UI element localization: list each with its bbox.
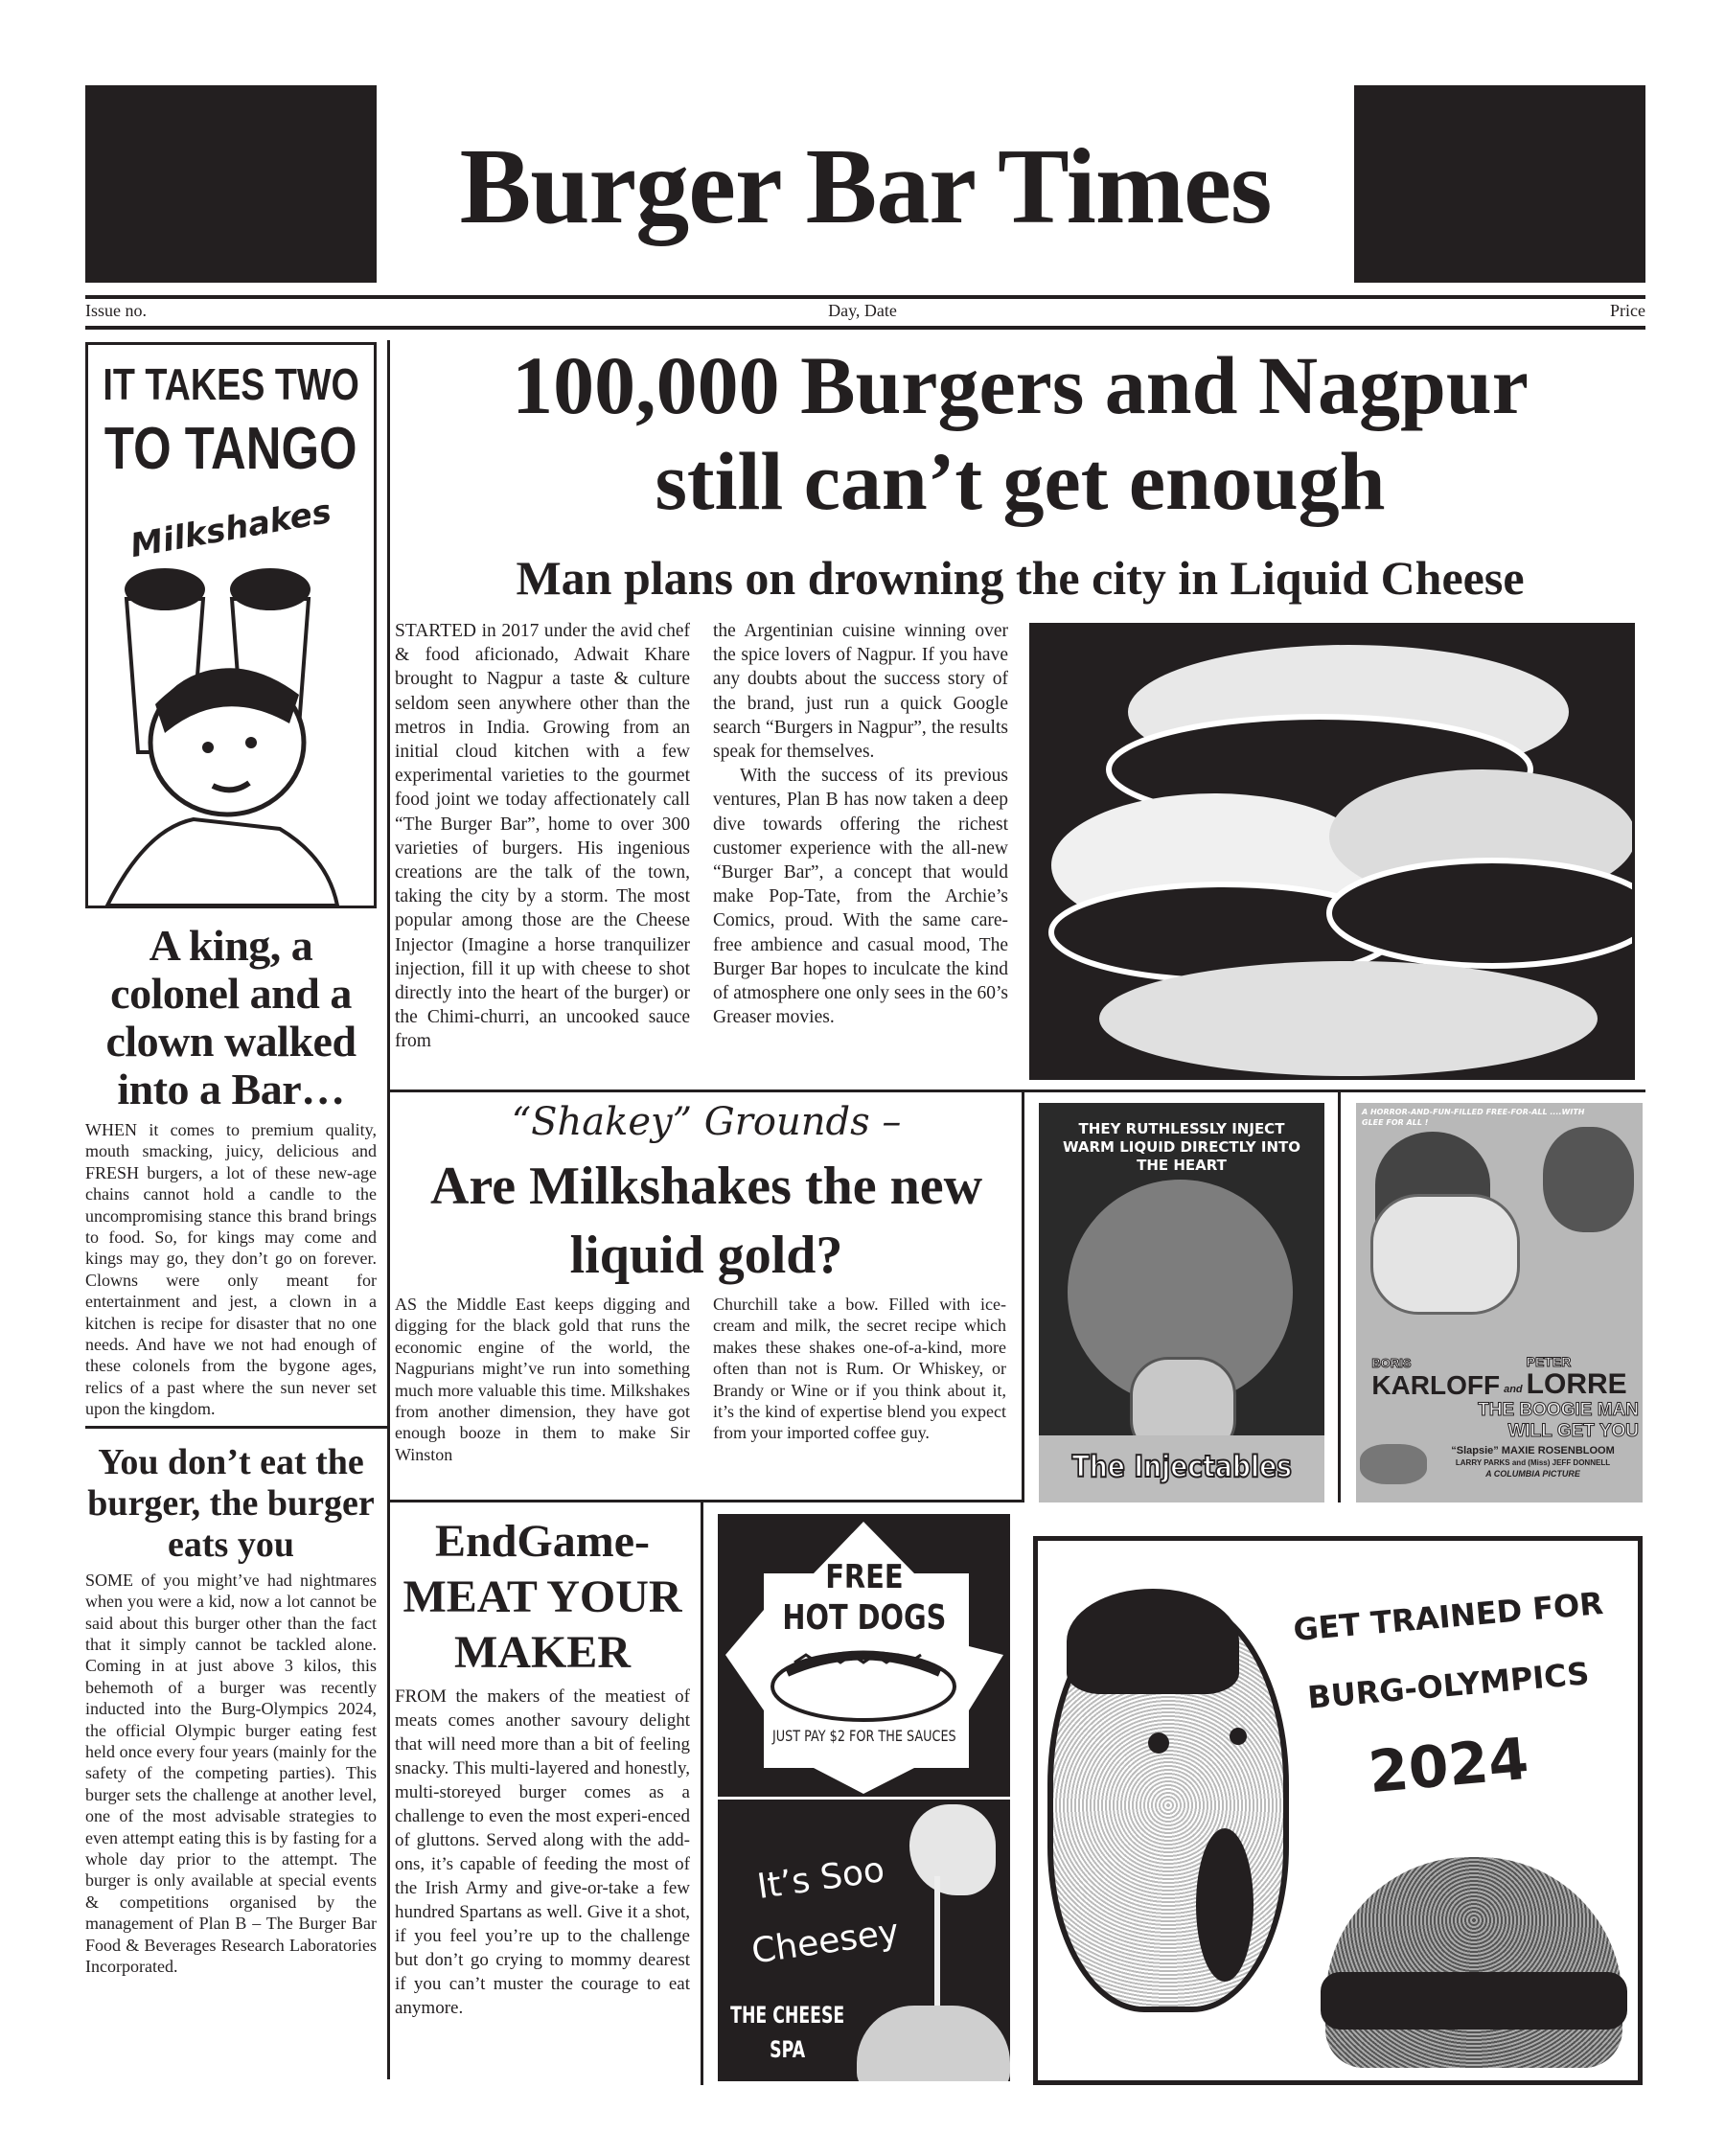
milkshake-ad-line1 — [88, 358, 374, 410]
cheese-ad — [718, 1800, 1010, 2081]
poster-boogie-costar-block — [1427, 1444, 1639, 1479]
section-rule — [85, 1426, 388, 1429]
milkshake-ad-line2 — [88, 416, 374, 483]
lead-paragraph: STARTED in 2017 under the avid chef & food aficionado, Adwait Khare brought to Nagpur a taste & culture seldom seen anywhere other than the metros in India. Growing from an initial cloud kitchen with a few experimental varieties to the gourmet food joint we today affectionately call “The Burger Bar”, home to over 300 varieties of burgers. His ingenious creations are the talk of the town, taking the city by a storm. The most popular among those are the Cheese Injector (Imagine a horse tranquilizer injection, fill it up with cheese to shot directly into the heart of the burger) or the Chimi-churri, an uncooked sauce from — [395, 621, 690, 1052]
poster-boogie-studio: A COLUMBIA PICTURE — [1485, 1469, 1580, 1479]
masthead-title — [377, 101, 1354, 273]
poster-boogie-bottom — [1360, 1444, 1639, 1484]
milkshake-ad-line2-text: TO TANGO — [104, 416, 357, 482]
poster-boogie-actor2-first: PETER — [1526, 1354, 1572, 1369]
poster-boogie-costar: “Slapsie” MAXIE ROSENBLOOM — [1451, 1445, 1615, 1456]
cheese-burger — [857, 2006, 1010, 2081]
poster-boogie-tagline: A HORROR-AND-FUN-FILLED FREE-FOR-ALL ....WITH GLEE FOR ALL ! — [1362, 1108, 1585, 1127]
issue-date: Day, Date — [828, 301, 897, 320]
lead-burger-photo — [1029, 623, 1635, 1080]
poster-boogie-credits — [1360, 1354, 1639, 1484]
poster-boogie-names — [1360, 1354, 1639, 1400]
masthead-rule-top — [85, 295, 1645, 299]
olympics-ad-line2: BURG-OLYMPICS — [1305, 1655, 1591, 1716]
poster-man — [1543, 1127, 1634, 1232]
lead-headline — [395, 337, 1645, 529]
burger-photo — [1325, 1857, 1622, 2068]
ads-column — [718, 1514, 1010, 2085]
endgame-headline: EndGame- MEAT YOUR MAKER — [402, 1516, 682, 1678]
poster-boogie-actor2-last: LORRE — [1526, 1368, 1627, 1400]
face-eye — [1230, 1728, 1247, 1745]
poster-boogie-actor1-first: BORIS — [1371, 1356, 1412, 1370]
poster-injectables-tagline: THEY RUTHLESSLY INJECT WARM LIQUID DIRECTLY INTO THE HEART — [1063, 1120, 1300, 1174]
cheese-ad-brand1 — [725, 2001, 850, 2030]
masthead-left-block — [85, 85, 377, 283]
milkshake-ad-script-text: Milkshakes — [127, 492, 334, 566]
lead-paragraph: the Argentinian cuisine winning over the spice lovers of Nagpur. If you have any doubts about the success story of the brand, just run a quick Google search “Burgers in Nagpur”, the results speak for themselves. — [713, 621, 1008, 763]
issue-number: Issue no. — [85, 301, 147, 320]
shake-kicker: “Shakey” Grounds – — [511, 1100, 902, 1144]
right-region — [395, 337, 1645, 2085]
poster-boogie-costars2: LARRY PARKS and (Miss) JEFF DONNELL — [1455, 1458, 1611, 1467]
cheese-stream — [934, 1876, 940, 2015]
masthead-title-text: Burger Bar Times — [459, 127, 1272, 246]
poster-boogie-and: and — [1504, 1384, 1523, 1395]
cheese-ad-line2-text: Cheesey — [749, 1912, 902, 1972]
olympics-ad-line1: GET TRAINED FOR — [1291, 1584, 1605, 1649]
shake-row — [395, 1092, 1645, 1502]
masthead-right-block — [1354, 85, 1645, 283]
lead-body-col2 — [713, 619, 1008, 1029]
lead-body-col1 — [395, 619, 690, 1054]
poster-couple — [1360, 1444, 1427, 1484]
olympics-ad — [1033, 1536, 1643, 2085]
poster-boogie-actor1 — [1371, 1356, 1500, 1400]
cheese-ad-brand2-text: SPA — [770, 2036, 806, 2063]
hotdog-ad-footer-text: JUST PAY $2 FOR THE SAUCES — [771, 1727, 956, 1745]
milkshake-ad-script — [88, 492, 374, 566]
hotdog-ad-line2-text: HOT DOGS — [781, 1598, 947, 1638]
endgame-story — [395, 1502, 703, 2085]
milkshake-ad — [85, 342, 377, 908]
poster-boogie-man — [1356, 1103, 1643, 1502]
milkshake-ad-line1-text: IT TAKES TWO — [103, 359, 359, 409]
cheese-ad-line1-text: It’s Soo — [754, 1849, 887, 1908]
lead-row — [395, 619, 1645, 1080]
king-body: WHEN it comes to premium quality, mouth smacking, juicy, delicious and FRESH burgers, a lot of these new-age chains cannot hold a candle to the uncompromising stance this brand brings to food. So, for kings may come and kings may go, they don’t go on forever. Clowns were only meant for entertainment and jest, a clown in a kitchen is recipe for disaster that no one needs. And have we not had enough of these colonels from the bygone ages, relics of a past where the sun never set upon the kingdom. — [85, 1120, 377, 1419]
poster-burger — [1370, 1194, 1520, 1315]
face-eye — [1148, 1732, 1169, 1754]
hotdog-ad-line2 — [718, 1598, 1010, 1639]
eat-headline: You don’t eat the burger, the burger eats you — [87, 1441, 375, 1565]
hair — [1067, 1589, 1239, 1694]
lead-paragraph: With the success of its previous ventures, Plan B has now taken a deep dive towards offering the richest customer experience with the all-new “Burger Bar”, a concept that would make Pop-Tate, from the Archie’s Comics, proud. With the same care-free ambience and casual mood, The Burger Bar hopes to inculcate the kind of atmosphere one only sees in the 60’s Greaser movies. — [713, 766, 1008, 1028]
masthead-rule-bottom — [85, 326, 1645, 330]
hotdog-ad-line1-text: FREE — [824, 1558, 904, 1596]
eat-body: SOME of you might’ve had nightmares when you were a kid, now a lot cannot be said about this burger other than the fact that it simply cannot be tackled alone. Coming in at just above 3 kilos, this behemoth of a burger was recently inducted into the Burg-Olympics 2024, the official Olympic burger eating fest held once every four years (mainly for the safety of the competing parties). This burger sets the challenge at another level, one of the most advisable strategies to even attempt eating this is by fasting for a whole day prior to the attempt. The burger is only available at special events & competitions organised by the management of Plan B – The Burger Bar Food & Beverages Research Laboratories Incorporated. — [85, 1570, 377, 1976]
burger-patty — [1321, 1972, 1627, 2030]
lead-subheadline: Man plans on drowning the city in Liquid Cheese — [516, 551, 1525, 605]
shake-headline: Are Milkshakes the new liquid gold? — [429, 1157, 983, 1285]
poster-injectables-title — [1039, 1448, 1324, 1486]
star-burst — [718, 1514, 1010, 1797]
hotdog-ad — [718, 1514, 1010, 1797]
lead-headline-line2: still can’t get enough — [655, 435, 1386, 527]
milkshake-illustration — [88, 541, 374, 906]
open-mouth — [1196, 1828, 1254, 1982]
burger-stack-image — [1032, 626, 1632, 1077]
hotdog-ad-line1 — [718, 1558, 1010, 1596]
issue-price: Price — [1610, 301, 1645, 320]
poster-boogie-title1: THE BOOGIE MAN — [1478, 1400, 1639, 1420]
poster-boogie-title2: WILL GET YOU — [1507, 1421, 1639, 1441]
poster-boogie-actor1-last: KARLOFF — [1371, 1370, 1501, 1400]
poster-boogie-actor2 — [1527, 1354, 1627, 1400]
olympics-ad-line3: 2024 — [1365, 1725, 1531, 1807]
poster-injectables-title-text: The Injectables — [1071, 1450, 1292, 1484]
lead-headline-line1: 100,000 Burgers and Nagpur — [512, 339, 1529, 431]
shake-body-col2: Churchill take a bow. Filled with ice-cream and milk, the secret recipe which makes these shakes one-of-a-kind, more often than not is Rum. Or Whiskey, or Brandy or Wine or if you think about it, it’s the kind of expertise blend you expect from your imported coffee guy. — [713, 1295, 1006, 1443]
cheese-ad-brand2 — [725, 2035, 850, 2064]
olympics-ad-text — [1268, 1584, 1628, 1807]
poster-injectables — [1039, 1103, 1324, 1502]
bottom-row — [395, 1502, 1645, 2085]
king-headline: A king, a colonel and a clown walked into a Bar… — [105, 921, 356, 1113]
cheese-ad-line2 — [718, 1912, 933, 1972]
cheese-ad-line1 — [718, 1849, 924, 1908]
endgame-body: FROM the makers of the meatiest of meats comes another savoury delight that will need more than a bit of feeling snacky. This multi-layered and honestly, multi-storeyed burger comes as a challenge to even the most experi-enced of gluttons. Served along with the add-ons, it’s capable of feeding the most of the Irish Army and give-or-take a few hundred Spartans as well. Give it a shot, if you feel you’re up to the challenge but don’t go crying to mommy dearest if you can’t muster the courage to eat anymore. — [395, 1686, 690, 2018]
shake-body-col1: AS the Middle East keeps digging and digging for the black gold that runs the economic engine of the world, the Nagpurians might’ve run into something much more valuable this time. Milkshakes from another dimension, they have got enough booze in them to make Sir Winston — [395, 1295, 690, 1464]
left-column — [85, 342, 377, 1977]
shake-story — [388, 1092, 1024, 1502]
cheese-ad-brand1-text: THE CHEESE — [730, 2002, 845, 2029]
column-divider — [1338, 1092, 1341, 1502]
hotdog-ad-footer — [718, 1727, 1010, 1746]
shake-body — [395, 1294, 1018, 1471]
